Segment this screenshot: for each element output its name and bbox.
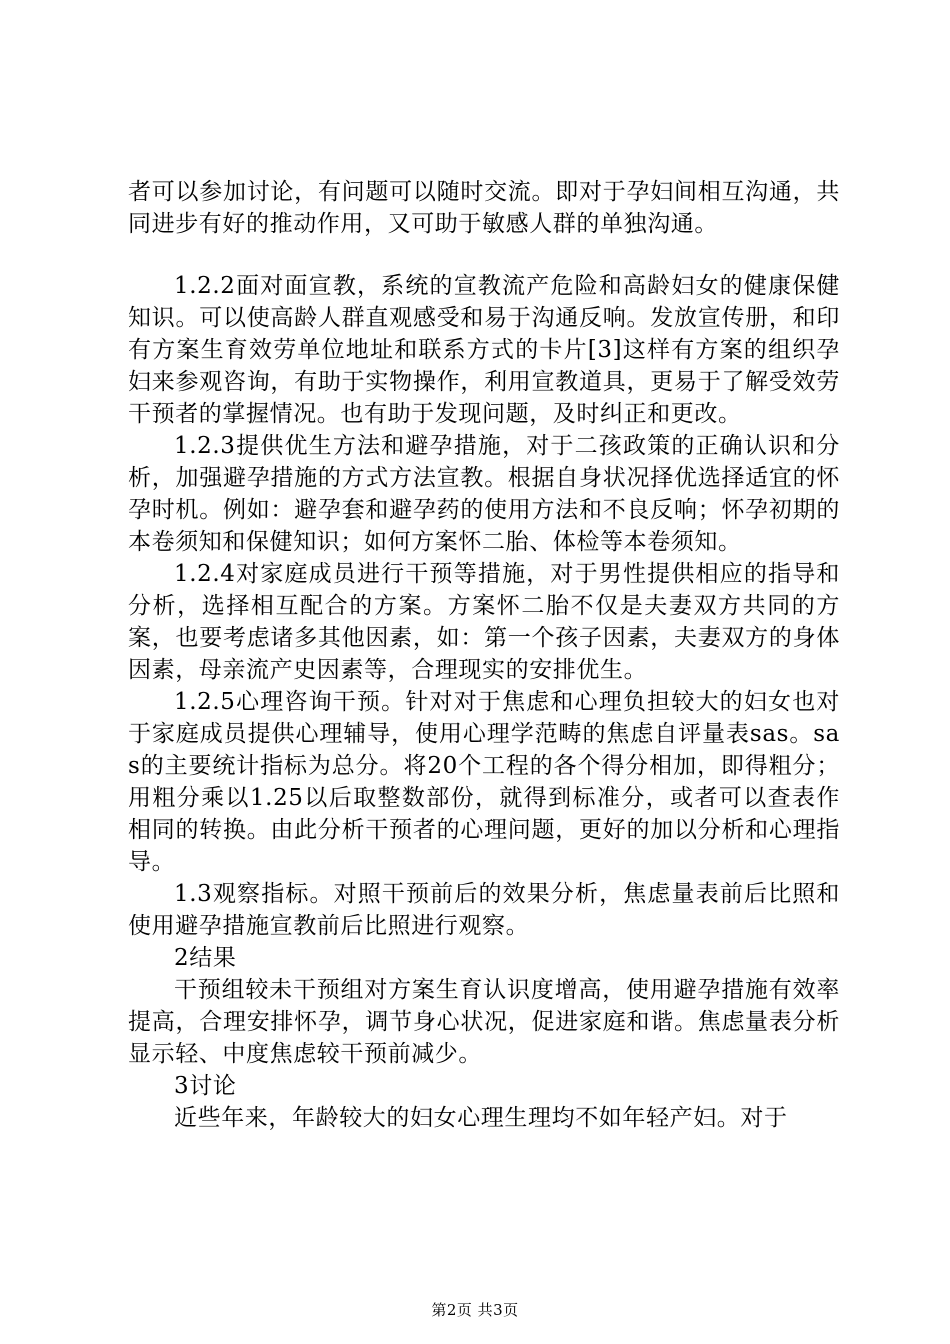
paragraph-results: 干预组较未干预组对方案生育认识度增高，使用避孕措施有效率提高，合理安排怀孕，调节身心状况，促进家庭和谐。焦虑量表分析显示轻、中度焦虑较干预前减少。 [128, 977, 840, 1067]
paragraph-1-2-4: 1.2.4对家庭成员进行干预等措施，对于男性提供相应的指导和分析，选择相互配合的方案。方案怀二胎不仅是夫妻双方共同的方案，也要考虑诸多其他因素，如：第一个孩子因素，夫妻双方的身体因素，母亲流产史因素等，合理现实的安排优生。 [128, 561, 840, 683]
document-body [128, 176, 840, 1134]
heading-results: 2结果 [174, 945, 237, 971]
paragraph-1-2-3: 1.2.3提供优生方法和避孕措施，对于二孩政策的正确认识和分析，加强避孕措施的方式方法宣教。根据自身状况择优选择适宜的怀孕时机。例如：避孕套和避孕药的使用方法和不良反响；怀孕初期的本卷须知和保健知识；如何方案怀二胎、体检等本卷须知。 [128, 433, 840, 555]
paragraph-continuation: 者可以参加讨论，有问题可以随时交流。即对于孕妇间相互沟通，共同进步有好的推动作用，又可助于敏感人群的单独沟通。 [128, 179, 840, 237]
heading-discussion: 3讨论 [174, 1073, 237, 1099]
page-footer: 第2页 共3页 [431, 1301, 519, 1319]
paragraph-discussion: 近些年来，年龄较大的妇女心理生理均不如年轻产妇。对于 [174, 1105, 788, 1131]
paragraph-1-3: 1.3观察指标。对照干预前后的效果分析，焦虑量表前后比照和使用避孕措施宣教前后比照进行观察。 [128, 881, 840, 939]
paragraph-1-2-5: 1.2.5心理咨询干预。针对对于焦虑和心理负担较大的妇女也对于家庭成员提供心理辅导，使用心理学范畴的焦虑自评量表sas。sas的主要统计指标为总分。将20个工程的各个得分相加，即得粗分；用粗分乘以1.25以后取整数部份，就得到标准分，或者可以查表作相同的转换。由此分析干预者的心理问题，更好的加以分析和心理指导。 [128, 689, 840, 875]
paragraph-1-2-2: 1.2.2面对面宣教，系统的宣教流产危险和高龄妇女的健康保健知识。可以使高龄人群直观感受和易于沟通反响。发放宣传册，和印有方案生育效劳单位地址和联系方式的卡片[3]这样有方案的组织孕妇来参观咨询，有助于实物操作，利用宣教道具，更易于了解受效劳干预者的掌握情况。也有助于发现问题，及时纠正和更改。 [128, 273, 840, 427]
